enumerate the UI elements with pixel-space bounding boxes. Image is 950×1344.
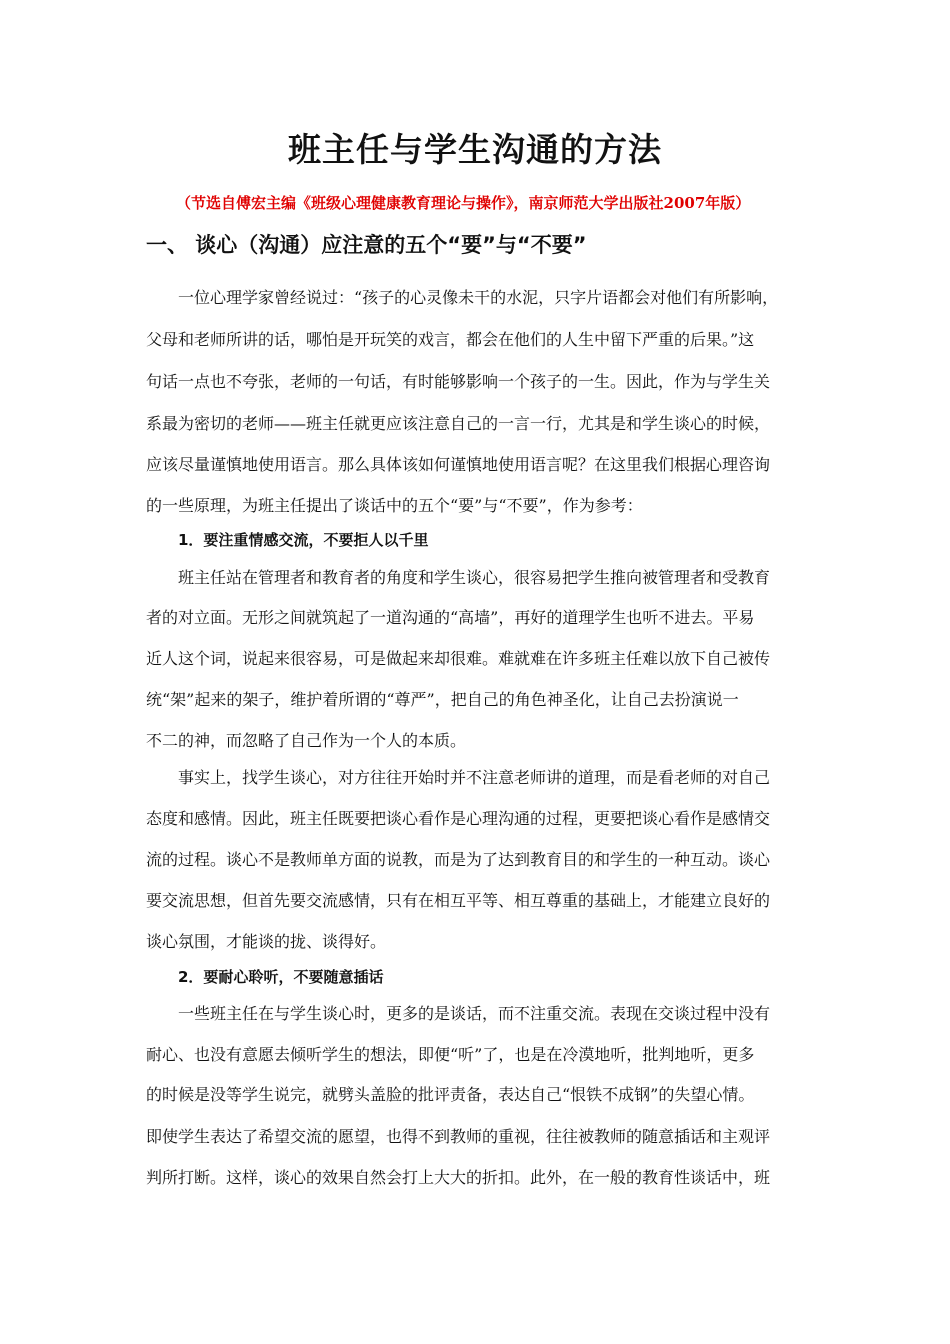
section-heading: 一、 谈心（沟通）应注意的五个“要”与“不要” [146,233,587,257]
paragraph-line: 一些班主任在与学生谈心时，更多的是谈话，而不注重交流。表现在交谈过程中没有 [178,1004,771,1023]
subsection-heading: 2．要耐心聆听，不要随意插话 [178,968,384,986]
paragraph-line: 即使学生表达了希望交流的愿望，也得不到教师的重视，往往被教师的随意插话和主观评 [146,1127,771,1146]
paragraph-line: 者的对立面。无形之间就筑起了一道沟通的“高墙”，再好的道理学生也听不进去。平易 [146,608,755,627]
intro-line: 一位心理学家曾经说过：“孩子的心灵像未干的水泥，只字片语都会对他们有所影响， [178,288,779,307]
page-title: 班主任与学生沟通的方法 [288,130,662,169]
paragraph-line: 态度和感情。因此，班主任既要把谈心看作是心理沟通的过程，更要把谈心看作是感情交 [146,809,771,828]
paragraph-line: 统“架”起来的架子，维护着所谓的“尊严”，把自己的角色神圣化，让自己去扮演说一 [146,690,739,709]
paragraph-line: 谈心氛围，才能谈的拢、谈得好。 [146,932,387,951]
paragraph-line: 不二的神，而忽略了自己作为一个人的本质。 [146,731,467,750]
paragraph-line: 近人这个词，说起来很容易，可是做起来却很难。难就难在许多班主任难以放下自己被传 [146,649,771,668]
intro-line: 句话一点也不夸张，老师的一句话，有时能够影响一个孩子的一生。因此，作为与学生关 [146,372,771,391]
source-citation: （节选自傅宏主编《班级心理健康教育理论与操作》，南京师范大学出版社2007年版） [176,194,751,212]
paragraph-line: 判所打断。这样，谈心的效果自然会打上大大的折扣。此外，在一般的教育性谈话中，班 [146,1168,771,1187]
intro-line: 父母和老师所讲的话，哪怕是开玩笑的戏言，都会在他们的人生中留下严重的后果。”这 [146,330,755,349]
paragraph-line: 流的过程。谈心不是教师单方面的说教，而是为了达到教育目的和学生的一种互动。谈心 [146,850,771,869]
intro-line: 应该尽量谨慎地使用语言。那么具体该如何谨慎地使用语言呢？在这里我们根据心理咨询 [146,455,771,474]
paragraph-line: 耐心、也没有意愿去倾听学生的想法，即便“听”了，也是在冷漠地听，批判地听，更多 [146,1045,755,1064]
subsection-heading: 1．要注重情感交流，不要拒人以千里 [178,531,429,549]
paragraph-line: 班主任站在管理者和教育者的角度和学生谈心，很容易把学生推向被管理者和受教育 [178,568,771,587]
paragraph-line: 要交流思想，但首先要交流感情，只有在相互平等、相互尊重的基础上，才能建立良好的 [146,891,771,910]
intro-line: 的一些原理，为班主任提出了谈话中的五个“要”与“不要”，作为参考： [146,496,643,515]
paragraph-line: 的时候是没等学生说完，就劈头盖脸的批评责备，表达自己“恨铁不成钢”的失望心情。 [146,1085,755,1104]
paragraph-line: 事实上，找学生谈心，对方往往开始时并不注意老师讲的道理，而是看老师的对自己 [178,768,771,787]
intro-line: 系最为密切的老师——班主任就更应该注意自己的一言一行，尤其是和学生谈心的时候， [146,414,771,433]
